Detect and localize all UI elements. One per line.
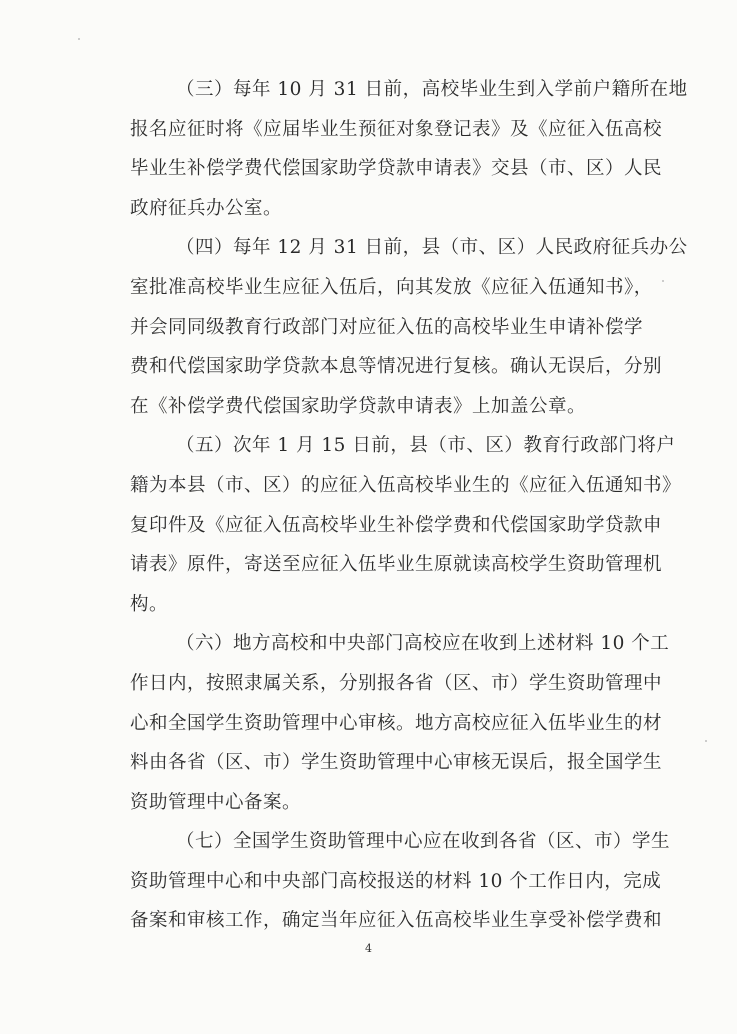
scan-speck (705, 740, 707, 742)
text-line: 请表》原件，寄送至应征入伍毕业生原就读高校学生资助管理机 (130, 554, 663, 576)
text-line: （三）每年 10 月 31 日前，高校毕业生到入学前户籍所在地 (176, 79, 688, 100)
paragraph-6 (130, 624, 670, 822)
scan-speck (662, 280, 664, 282)
text-line: （四）每年 12 月 31 日前，县（市、区）人民政府征兵办公 (176, 237, 688, 259)
paragraph-7 (130, 822, 671, 941)
text-line: 费和代偿国家助学贷款本息等情况进行复核。确认无误后，分别 (130, 356, 663, 378)
text-line: 并会同同级教育行政部门对应征入伍的高校毕业生申请补偿学 (130, 316, 644, 338)
text-line: （六）地方高校和中央部门高校应在收到上述材料 10 个工 (176, 633, 670, 655)
text-line: 心和全国学生资助管理中心审核。地方高校应征入伍毕业生的材 (130, 712, 663, 734)
text-line: 籍为本县（市、区）的应征入伍高校毕业生的《应征入伍通知书》 (130, 474, 682, 496)
page-number: 4 (365, 942, 372, 955)
text-line: 在《补偿学费代偿国家助学贷款申请表》上加盖公章。 (130, 395, 587, 417)
document-body (130, 70, 688, 941)
paragraph-3 (130, 70, 688, 228)
scan-speck (78, 38, 80, 40)
text-line: 作日内，按照隶属关系，分别报各省（区、市）学生资助管理中 (130, 672, 663, 694)
text-line: 复印件及《应征入伍高校毕业生补偿学费和代偿国家助学贷款申 (130, 514, 663, 536)
paragraph-4 (130, 228, 688, 426)
text-line: 构。 (130, 593, 169, 615)
text-line: （五）次年 1 月 15 日前，县（市、区）教育行政部门将户 (176, 435, 676, 457)
text-line: （七）全国学生资助管理中心应在收到各省（区、市）学生 (176, 831, 671, 853)
text-line: 资助管理中心和中央部门高校报送的材料 10 个工作日内，完成 (130, 870, 662, 892)
text-line: 料由各省（区、市）学生资助管理中心审核无误后，报全国学生 (130, 752, 663, 774)
text-line: 报名应征时将《应届毕业生预征对象登记表》及《应征入伍高校 (130, 118, 663, 140)
text-line: 室批准高校毕业生应征入伍后，向其发放《应征入伍通知书》， (130, 276, 653, 298)
text-line: 资助管理中心备案。 (130, 791, 302, 813)
text-line: 备案和审核工作，确定当年应征入伍高校毕业生享受补偿学费和 (130, 910, 663, 932)
text-line: 毕业生补偿学费代偿国家助学贷款申请表》交县（市、区）人民 (130, 158, 663, 180)
paragraph-5 (130, 426, 682, 624)
text-line: 政府征兵办公室。 (130, 197, 283, 219)
